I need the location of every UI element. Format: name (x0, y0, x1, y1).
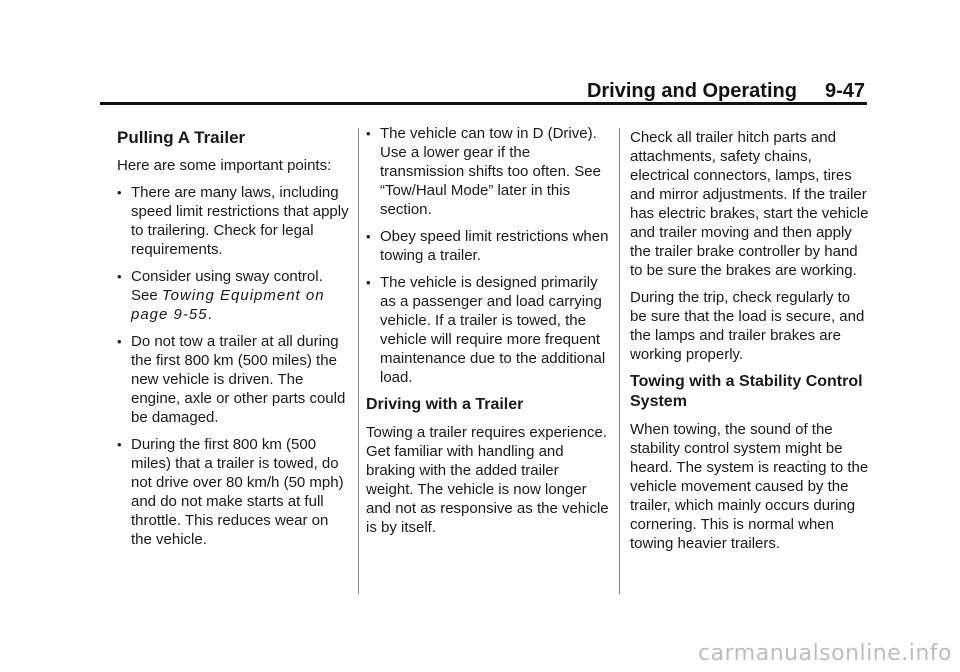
bullet-icon: • (117, 185, 122, 200)
list-item (117, 332, 351, 427)
list-item-text: The vehicle is designed primarily as a passenger and load carrying vehicle. If a trailer is towed, the vehicle will require more frequent maintenance due to the additional load. (380, 274, 606, 386)
site-watermark: carmanualsonline.info (698, 641, 952, 666)
section-heading-pulling-trailer: Pulling A Trailer (117, 128, 246, 147)
bullet-icon: • (366, 126, 371, 141)
list-item-text: There are many laws, including speed limit restrictions that apply to trailering. Check for legal requirements. (131, 184, 349, 258)
bullet-icon: • (117, 437, 122, 452)
cross-reference-link[interactable]: Towing Equipment on page 9‑55 (131, 287, 325, 323)
column-middle (366, 124, 610, 545)
section-title: Driving and Operating (586, 80, 797, 102)
column-divider (619, 128, 620, 594)
list-item-text: Obey speed limit restrictions when towing a trailer. (380, 228, 609, 264)
bullet-icon: • (366, 229, 371, 244)
column-left (117, 128, 351, 557)
section-heading-driving-trailer: Driving with a Trailer (366, 396, 524, 413)
list-item-text: During the first 800 km (500 miles) that a trailer is towed, do not drive over 80 km/h (50 mph) and do not make starts at full throttle. This reduces wear on the vehicle. (131, 436, 344, 548)
bullet-list (117, 183, 351, 549)
bullet-icon: • (117, 269, 122, 284)
header-rule (100, 102, 867, 105)
list-item-text: The vehicle can tow in D (Drive). Use a lower gear if the transmission shifts too often. See “Tow/Haul Mode” later in this section. (380, 125, 601, 218)
body-paragraph: When towing, the sound of the stability control system might be heard. The system is reacting to the vehicle movement caused by the trailer, which mainly occurs during cornering. This is normal when towing heavier trailers. (630, 421, 869, 552)
list-item (117, 267, 351, 324)
body-paragraph: Towing a trailer requires experience. Get familiar with handling and braking with the added trailer weight. The vehicle is now longer and not as responsive as the vehicle is by itself. (366, 424, 609, 536)
list-item (366, 124, 610, 219)
list-item (366, 273, 610, 387)
column-right (630, 128, 870, 561)
body-paragraph: Check all trailer hitch parts and attachments, safety chains, electrical connectors, lamps, tires and mirror adjustments. If the trailer has electric brakes, start the vehicle and trailer moving and then apply the trailer brake controller by hand to be sure the brakes are working. (630, 129, 869, 279)
bullet-icon: • (366, 275, 371, 290)
section-heading-stability-control: Towing with a Stability Control System (630, 373, 863, 410)
list-item (366, 227, 610, 265)
page-number: 9-47 (824, 80, 865, 102)
list-item-text-end: . (207, 306, 212, 323)
column-divider (358, 128, 359, 594)
intro-text: Here are some important points: (117, 157, 332, 174)
bullet-icon: • (117, 334, 122, 349)
list-item (117, 435, 351, 549)
list-item-text: Do not tow a trailer at all during the first 800 km (500 miles) the new vehicle is driven. The engine, axle or other parts could be damaged. (131, 333, 346, 426)
bullet-list (366, 124, 610, 387)
body-paragraph: During the trip, check regularly to be sure that the load is secure, and the lamps and trailer brakes are working properly. (630, 289, 865, 363)
list-item-text: Consider using sway control. See (131, 268, 323, 304)
list-item (117, 183, 351, 259)
